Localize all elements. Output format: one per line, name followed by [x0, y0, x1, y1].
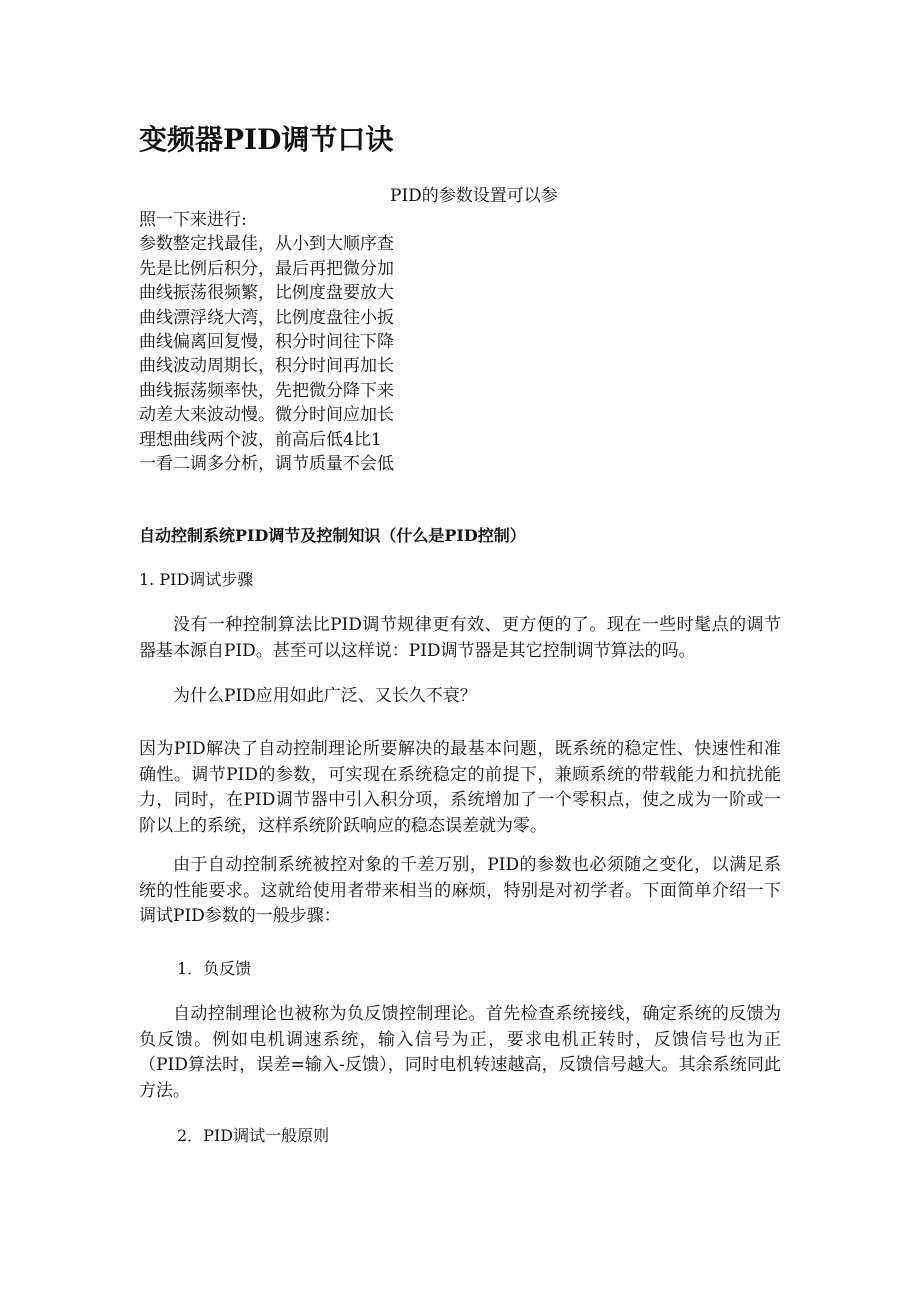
section-number-heading: 1. PID调试步骤	[139, 570, 254, 589]
poem-line: 一看二调多分析，调节质量不会低	[139, 454, 394, 475]
poem-line: 参数整定找最佳，从小到大顺序查	[139, 234, 394, 255]
poem-line: 曲线振荡频率快，先把微分降下来	[139, 380, 394, 401]
poem-line: 曲线漂浮绕大湾，比例度盘往小扳	[139, 307, 394, 328]
paragraph: 自动控制理论也被称为负反馈控制理论。首先检查系统接线，确定系统的反馈为负反馈。例如电机调速系统，输入信号为正，要求电机正转时，反馈信号也为正（PID算法时，误差=输入-反馈），同时电机转速越高，反馈信号越大。其余系统同此方法。	[139, 1004, 781, 1101]
intro-line: PID的参数设置可以参	[390, 186, 558, 206]
paragraph: 没有一种控制算法比PID调节规律更有效、更方便的了。现在一些时髦点的调节器基本源自PID。甚至可以这样说：PID调节器是其它控制调节算法的吗。	[139, 615, 781, 661]
subsection-heading: 1．负反馈	[177, 959, 252, 978]
paragraph: 由于自动控制系统被控对象的千差万别，PID的参数也必须随之变化，以满足系统的性能要求。这就给使用者带来相当的麻烦，特别是对初学者。下面简单介绍一下调试PID参数的一般步骤：	[139, 855, 781, 926]
poem-line: 先是比例后积分，最后再把微分加	[139, 258, 394, 279]
section-heading: 自动控制系统PID调节及控制知识（什么是PID控制）	[139, 526, 526, 545]
paragraph: 因为PID解决了自动控制理论所要解决的最基本问题，既系统的稳定性、快速性和准确性。调节PID的参数，可实现在系统稳定的前提下，兼顾系统的带载能力和抗扰能力，同时，在PID调节器中引入积分项，系统增加了一个零积点，使之成为一阶或一阶以上的系统，这样系统阶跃响应的稳态误差就为零。	[139, 739, 781, 836]
tuning-poem	[139, 208, 394, 476]
poem-line: 动差大来波动慢。微分时间应加长	[139, 405, 394, 426]
poem-line: 曲线波动周期长，积分时间再加长	[139, 356, 394, 377]
poem-line: 理想曲线两个波，前高后低4比1	[139, 429, 382, 450]
poem-line: 照一下来进行:	[139, 210, 247, 230]
paragraph: 为什么PID应用如此广泛、又长久不衰？	[173, 686, 477, 706]
poem-line: 曲线振荡很频繁，比例度盘要放大	[139, 283, 394, 304]
poem-line: 曲线偏离回复慢，积分时间往下降	[139, 332, 394, 353]
document-title: 变频器PID调节口诀	[139, 123, 394, 156]
subsection-heading: 2．PID调试一般原则	[177, 1126, 330, 1145]
